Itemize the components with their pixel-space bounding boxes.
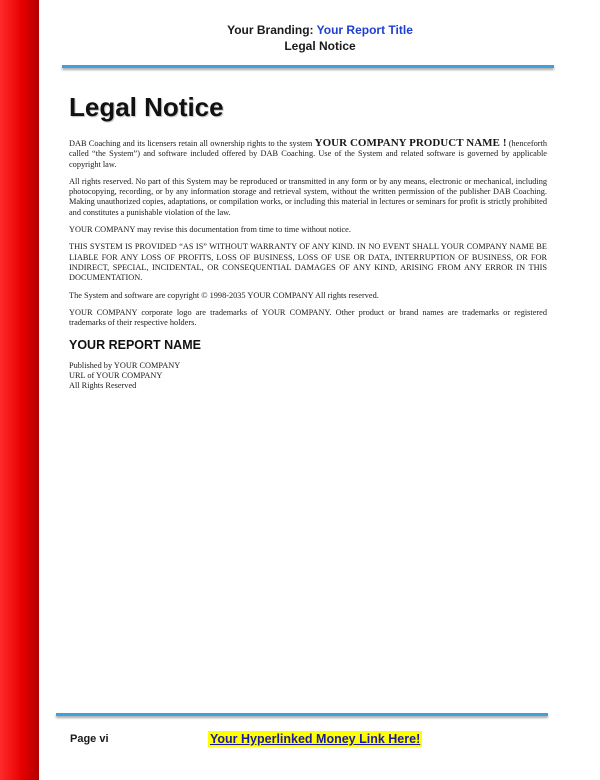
rights-paragraph: All rights reserved. No part of this System may be reproduced or transmitted in any form or by any means, electronic or mechanical, including photocopying, recording, or by any information storage and retrieval system, without the written permission of the publisher DAB Coaching. Making unauthorized copies, adaptations, or compilation works, or including this material in lectures or seminars for profit is strictly prohibited and constitutes a punishable violation of the law. <box>69 176 547 217</box>
ownership-paragraph <box>69 138 547 170</box>
trademark-paragraph: YOUR COMPANY corporate logo are trademarks of YOUR COMPANY. Other product or brand names are trademarks or registered trademarks of their respective holders. <box>69 307 547 328</box>
page-title: Legal Notice <box>69 92 224 122</box>
rights-reserved: All Rights Reserved <box>69 381 137 391</box>
ownership-text-end: (henceforth called “the System”) and software included offered by DAB Coaching. Use of the System and related software is governed by applicable copyright law. <box>69 139 547 169</box>
legal-body <box>69 138 547 392</box>
company-url: URL of YOUR COMPANY <box>69 371 163 381</box>
branding-line <box>40 22 600 38</box>
header-subtitle: Legal Notice <box>284 39 356 53</box>
report-title: Your Report Title <box>316 23 413 37</box>
page-header <box>40 22 600 54</box>
published-by: Published by YOUR COMPANY <box>69 360 181 370</box>
page-number: Page vi <box>70 733 109 745</box>
revision-paragraph: YOUR COMPANY may revise this documentation from time to time without notice. <box>69 225 351 235</box>
copyright-paragraph: The System and software are copyright © 1998-2035 YOUR COMPANY All rights reserved. <box>69 290 379 300</box>
report-name-heading: YOUR REPORT NAME <box>69 338 201 353</box>
product-name: YOUR COMPANY PRODUCT NAME ! <box>314 137 507 149</box>
red-sidebar-bar <box>0 0 39 780</box>
branding-label: Your Branding: <box>227 23 317 37</box>
warranty-paragraph: THIS SYSTEM IS PROVIDED “AS IS” WITHOUT WARRANTY OF ANY KIND. IN NO EVENT SHALL YOUR COMPANY NAME BE LIABLE FOR ANY LOSS OF PROFITS, LOSS OF BUSINESS, LOSS OF USE OR DATA, INTERRUPTION OF BUSINESS, OR FOR INDIRECT, SPECIAL, INCIDENTAL, OR CONSEQUENTIAL DAMAGES OF ANY KIND, ARISING FROM ANY ERROR IN THIS DOCUMENTATION. <box>69 242 547 283</box>
footer-divider <box>56 713 548 716</box>
ownership-text-start: DAB Coaching and its licensers retain all ownership rights to the system <box>69 139 315 148</box>
header-divider <box>62 65 554 68</box>
money-link[interactable]: Your Hyperlinked Money Link Here! <box>210 732 421 746</box>
